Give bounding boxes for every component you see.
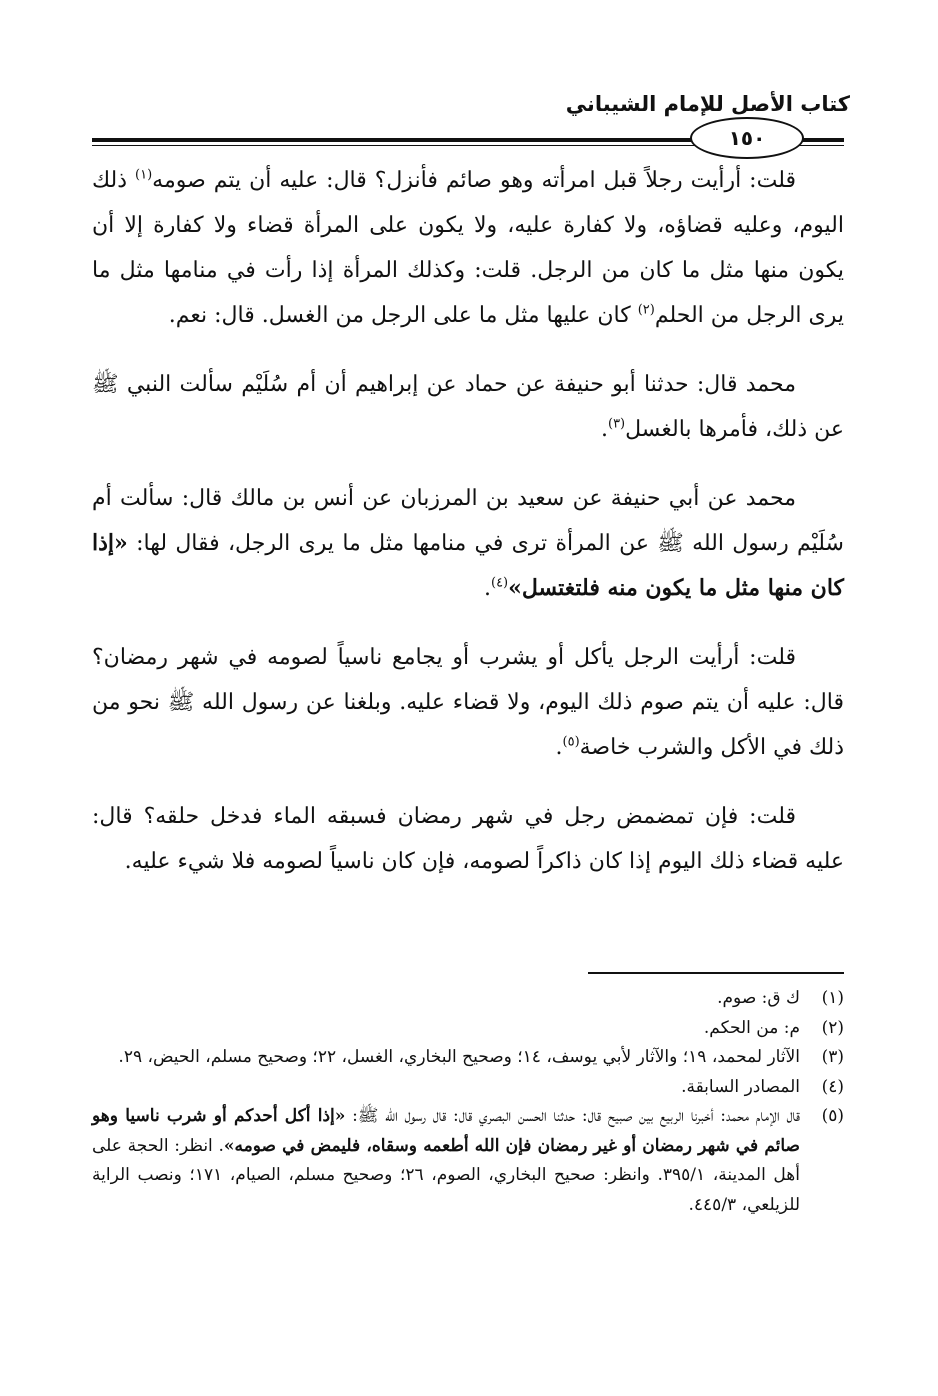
footnote-reference: (٤) <box>490 575 509 591</box>
footnote-number: (٢) <box>821 1017 844 1038</box>
footnote-item <box>92 1073 844 1103</box>
paragraph-text: محمد قال: حدثنا أبو حنيفة عن حماد عن إبراهيم أن أم سُلَيْم سألت النبي ﷺ عن ذلك، فأمرها بالغسل <box>92 372 844 442</box>
footnote-item <box>92 1102 844 1220</box>
footnote-reference: (٢) <box>637 302 655 318</box>
footnote-item <box>92 1043 844 1073</box>
hadith-quote: «إذا أكل أحدكم أو شرب ناسيا وهو صائم في شهر رمضان أو غير رمضان فإن الله أطعمه وسقاه، فليمض في صومه» <box>92 1106 800 1156</box>
paragraph-text: محمد عن أبي حنيفة عن سعيد بن المرزبان عن أنس بن مالك قال: سألت أم سُلَيْم رسول الله ﷺ عن المرأة ترى في منامها مثل ما يرى الرجل، فقال لها: <box>92 486 844 556</box>
footnote-text <box>92 984 800 1014</box>
paragraph <box>92 794 844 884</box>
footnote-text <box>92 1014 800 1044</box>
paragraph-text: كان عليها مثل ما على الرجل من الغسل. قال: نعم. <box>168 303 638 328</box>
paragraph-text: . <box>555 735 563 760</box>
paragraph-text: . <box>600 417 608 442</box>
footnote-text <box>92 1073 800 1103</box>
footnote-number: (٥) <box>821 1106 844 1126</box>
footnote-item <box>92 1014 844 1044</box>
footnote-text-segment: المصادر السابقة. <box>681 1076 800 1097</box>
footnote-text-segment: الآثار لمحمد، ١٩؛ والآثار لأبي يوسف، ١٤؛ وصحيح البخاري، الغسل، ٢٢؛ وصحيح مسلم، الحيض، ٢٩. <box>118 1047 800 1067</box>
page-number-badge: ١٥٠ <box>690 117 804 159</box>
footnote-reference: (٥) <box>562 734 580 750</box>
footnote-text-segment: قال الإمام محمد: أخبرنا الربيع بين صبيح قال: حدثنا الحسن البصري قال: قال رسول الله ﷺ: <box>345 1106 800 1126</box>
footnote-item <box>92 984 844 1014</box>
running-header-title: كتاب الأصل للإمام الشيباني <box>565 92 850 116</box>
footnotes <box>92 984 844 1220</box>
paragraph-text: ذلك اليوم، وعليه قضاؤه، ولا كفارة عليه، ولا يكون على المرأة قضاء ولا كفارة إلا أن يكون منها مثل ما كان من الرجل. قلت: وكذلك المرأة إذا رأت في منامها مثل ما يرى الرجل من الحلم <box>92 168 844 328</box>
footnote-reference: (٣) <box>607 416 626 432</box>
hadith-quote: «إذا كان منها مثل ما يكون منه فلتغتسل» <box>92 530 844 601</box>
paragraph <box>92 635 844 770</box>
footnote-text <box>92 1102 800 1220</box>
footnote-text <box>92 1043 800 1073</box>
footnote-text-segment: . انظر: الحجة على أهل المدينة، ٣٩٥/١. وانظر: صحيح البخاري، الصوم، ٢٦؛ وصحيح مسلم، الصيام، ١٧١؛ ونصب الراية للزيلعي، ٤٤٥/٣. <box>92 1135 800 1215</box>
paragraph-text: . <box>483 576 491 601</box>
paragraph-text: قلت: فإن تمضمض رجل في شهر رمضان فسبقه الماء فدخل حلقه؟ قال: عليه قضاء ذلك اليوم إذا كان ذاكراً لصومه، فإن كان ناسياً لصومه فلا شيء عليه. <box>92 804 844 874</box>
footnote-number: (٤) <box>821 1076 844 1097</box>
footnote-separator <box>588 972 844 974</box>
paragraph-text: قلت: أرأيت رجلاً قبل امرأته وهو صائم فأنزل؟ قال: عليه أن يتم صومه <box>152 168 796 193</box>
paragraph <box>92 158 844 338</box>
paragraph <box>92 362 844 452</box>
footnote-text-segment: م: من الحكم. <box>703 1017 800 1038</box>
main-text <box>92 158 844 908</box>
footnote-number: (١) <box>821 988 844 1008</box>
footnote-text-segment: ك ق: صوم. <box>717 988 800 1008</box>
footnote-number: (٣) <box>821 1047 844 1067</box>
paragraph-text: قلت: أرأيت الرجل يأكل أو يشرب أو يجامع ناسياً لصومه في شهر رمضان؟ قال: عليه أن يتم صوم ذلك اليوم، ولا قضاء عليه. وبلغنا عن رسول الله ﷺ نحو من ذلك في الأكل والشرب خاصة <box>92 645 844 760</box>
footnote-reference: (١) <box>135 167 153 183</box>
paragraph <box>92 476 844 611</box>
